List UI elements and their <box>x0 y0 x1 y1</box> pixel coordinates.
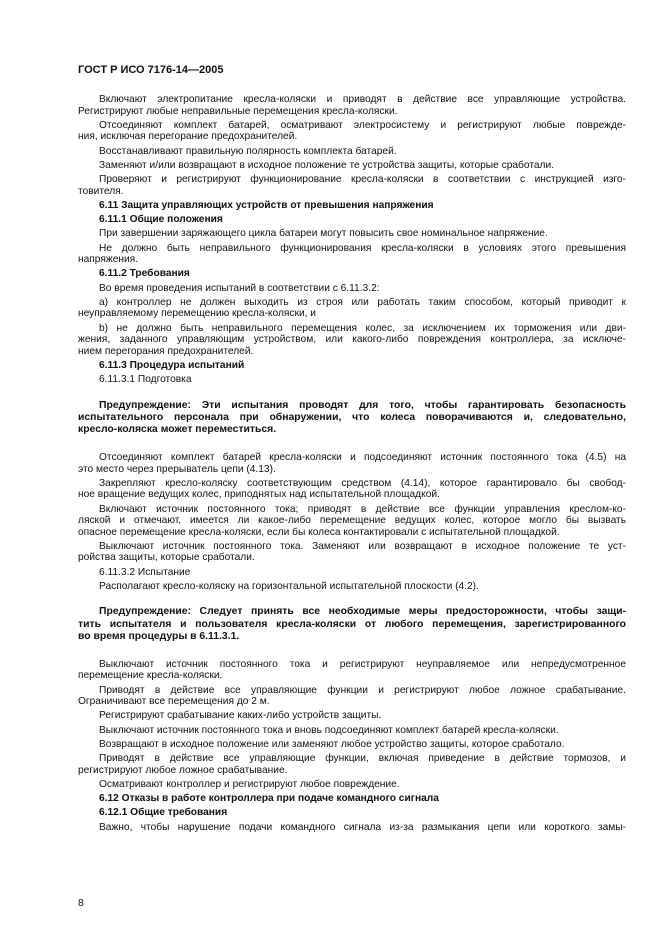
section-heading <box>78 807 626 819</box>
text-line: Проверяют и регистрируют функционирование кресла-коляски в соответствии с инструкцией изго- <box>99 174 626 185</box>
text-line: это место через прерыватель цепи (4.13). <box>78 463 276 475</box>
text-line: во время процедуры в 6.11.3.1. <box>78 630 240 642</box>
text-line: жения, заданного управляющим устройством, или какого-либо повреждения контроллера, за исключе- <box>78 334 626 345</box>
text-line: ляской и отмечают, имеется ли какое-либо перемещение ведущих колес, которое могло бы вызвать <box>78 515 626 527</box>
paragraph <box>78 581 626 593</box>
text-line: Включают электропитание кресла-коляски и приводят в действие все управляющие устройства. <box>99 94 626 105</box>
text-line: ния, исключая перегорание предохранителей. <box>78 131 298 143</box>
text-line: а) контроллер не должен выходить из строя или работать таким способом, который приводит к <box>99 296 626 308</box>
text-line: Важно, чтобы нарушение подачи командного сигнала из-за размыкания цепи или короткого замы- <box>99 821 626 833</box>
text-line: Закрепляют кресло-коляску соответствующим средством (4.14), которое гарантировало бы свобод- <box>99 477 626 489</box>
section-heading <box>78 360 626 372</box>
text-line: напряжения. <box>78 254 139 265</box>
text-line: 6.11.3 Процедура испытаний <box>99 359 245 371</box>
text-line: Включают источник постоянного тока; приводят в действие все функции управления креслом-ко- <box>99 503 626 515</box>
text-line: Во время проведения испытаний в соответствии с 6.11.3.2: <box>99 282 380 294</box>
text-line: неуправляемому перемещению кресла-коляски, и <box>78 308 316 320</box>
text-line: Осматривают контроллер и регистрируют любое повреждение. <box>99 778 400 790</box>
paragraph <box>78 243 626 266</box>
text-line: перемещение кресла-коляски. <box>78 670 223 682</box>
text-line: 6.11 Защита управляющих устройств от превышения напряжения <box>99 199 434 211</box>
text-line: При завершении заряжающего цикла батареи могут повысить свое номинальное напряжение. <box>99 228 548 240</box>
text-line: 6.12 Отказы в работе контроллера при подаче командного сигнала <box>99 793 439 805</box>
text-line: Располагают кресло-коляску на горизонтальной испытательной плоскости (4.2). <box>99 580 479 592</box>
paragraph <box>78 146 626 158</box>
text-line: кресло-коляска может переместиться. <box>78 423 277 435</box>
warning-paragraph <box>78 606 626 643</box>
text-line: Регистрируют срабатывание каких-либо устройств защиты. <box>99 710 382 722</box>
text-line: товителя. <box>78 185 124 197</box>
text-line: Регистрируют любые неправильные перемещения кресла-коляски. <box>78 105 398 117</box>
text-line: ройства защиты, которые сработали. <box>78 552 255 564</box>
paragraph <box>78 567 626 579</box>
text-line: Ограничивают все перемещения до 2 м. <box>78 696 270 708</box>
paragraph <box>78 710 626 722</box>
text-line: 6.11.3.2 Испытание <box>99 566 191 578</box>
paragraph <box>78 452 626 475</box>
text-line: 6.11.1 Общие положения <box>99 214 223 225</box>
paragraph <box>78 478 626 501</box>
warning-paragraph <box>78 400 626 437</box>
paragraph <box>78 779 626 791</box>
text-line: Отсоединяют комплект батарей, осматривают электросистему и регистрируют любые поврежде- <box>99 119 626 131</box>
paragraph <box>78 160 626 172</box>
text-line: Приводят в действие все управляющие функции, включая приведение в действие тормозов, и <box>99 753 626 765</box>
text-line: Приводят в действие все управляющие функции и регистрируют любое ложное срабатывание. <box>99 684 626 696</box>
text-line: Отсоединяют комплект батарей кресла-коляски и подсоединяют источник постоянного тока (4.5) на <box>99 452 626 464</box>
paragraph <box>78 739 626 751</box>
text-line: Возвращают в исходное положение или заменяют любое устройство защиты, которое сработало. <box>99 738 565 750</box>
text-line: Выключают источник постоянного тока и регистрируют неуправляемое или непредусмотренное <box>99 658 626 670</box>
paragraph <box>78 174 626 197</box>
text-line: Не должно быть неправильного функционирования кресла-коляски в условиях этого превышения <box>99 242 626 254</box>
text-line: 6.11.3.1 Подготовка <box>99 374 192 385</box>
text-line: Предупреждение: Следует принять все необходимые меры предосторожности, чтобы защи- <box>99 606 626 618</box>
paragraph <box>78 283 626 295</box>
text-line: Восстанавливают правильную полярность комплекта батарей. <box>99 145 397 157</box>
text-line: Выключают источник постоянного тока и вновь подсоединяют комплект батарей кресла-коляски. <box>99 724 559 736</box>
section-heading <box>78 793 626 805</box>
text-line: Предупреждение: Эти испытания проводят для того, чтобы гарантировать безопасность <box>99 399 626 411</box>
paragraph <box>78 504 626 539</box>
paragraph <box>78 659 626 682</box>
section-heading <box>78 214 626 226</box>
text-line: опасное перемещение кресла-коляски, если бы колеса контактировали с испытательной площадкой. <box>78 526 560 538</box>
text-line: ное вращение ведущих колес, приподнятых над испытательной площадкой. <box>78 489 440 501</box>
text-line: Выключают источник постоянного тока. Заменяют или возвращают в исходное положение те уст- <box>99 540 626 552</box>
page-number: 8 <box>78 897 84 909</box>
paragraph <box>78 541 626 564</box>
text-line: испытательного персонала при обнаружении, что колеса поворачиваются и, следовательно, <box>78 411 626 423</box>
paragraph <box>78 323 626 358</box>
paragraph <box>78 297 626 320</box>
text-line: 6.12.1 Общие требования <box>99 807 228 819</box>
paragraph <box>78 753 626 776</box>
section-heading <box>78 200 626 212</box>
text-line: нием перегорания предохранителей. <box>78 345 254 357</box>
text-line: 6.11.2 Требования <box>99 268 190 280</box>
paragraph <box>78 120 626 143</box>
text-line: b) не должно быть неправильного перемещения колес, за исключением их торможения или дви- <box>99 322 626 334</box>
section-heading <box>78 268 626 280</box>
paragraph <box>78 228 626 240</box>
document-body <box>78 94 626 836</box>
text-line: тить испытателя и пользователя кресла-коляски от любого перемещения, зарегистрированного <box>78 618 626 630</box>
document-header: ГОСТ Р ИСО 7176-14—2005 <box>78 64 224 76</box>
text-line: регистрируют любое ложное срабатывание. <box>78 764 288 776</box>
paragraph <box>78 685 626 708</box>
paragraph <box>78 94 626 117</box>
paragraph <box>78 822 626 834</box>
paragraph <box>78 725 626 737</box>
text-line: Заменяют и/или возвращают в исходное положение те устройства защиты, которые сработали. <box>99 159 555 171</box>
paragraph <box>78 374 626 386</box>
